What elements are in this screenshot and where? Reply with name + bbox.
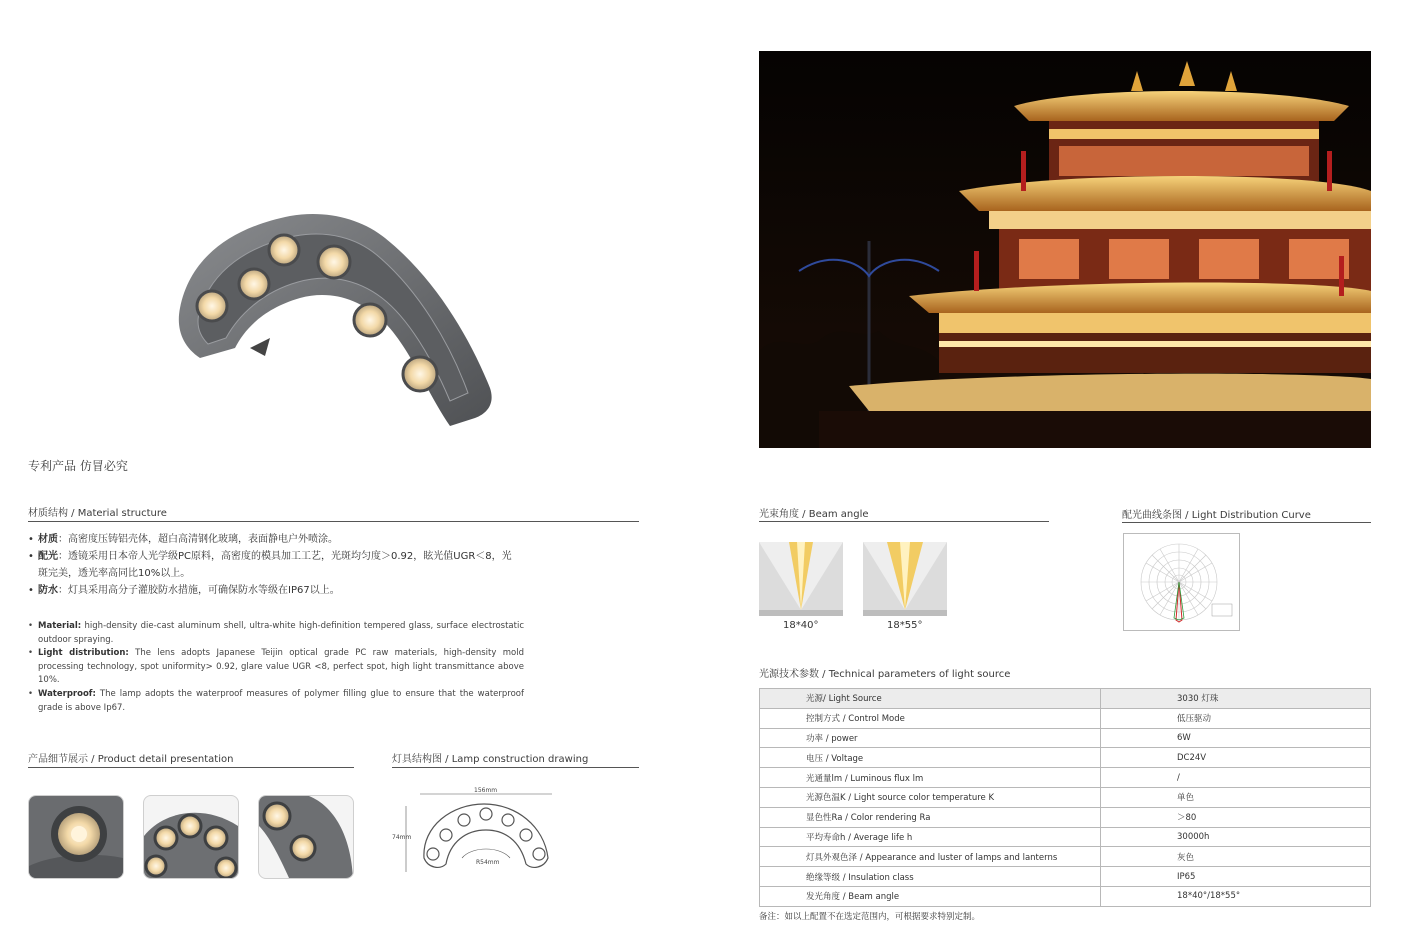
beam-diagram-1	[759, 542, 843, 616]
table-row: 绝缘等级 / Insulation class IP65	[760, 867, 1371, 887]
construction-drawing	[392, 786, 562, 876]
material-cn-list	[28, 531, 528, 599]
en-bullet-waterproof: • Waterproof: The lamp adopts the waterproof measures of polymer filling glue to ensure that the waterproof grade is above Ip67.	[28, 688, 524, 715]
spec-table	[759, 688, 1371, 907]
table-row: 光源/ Light Source 3030 灯珠	[760, 689, 1371, 709]
cn-bullet-material: • 材质：高密度压铸铝壳体，超白高清钢化玻璃，表面静电户外喷涂。	[28, 531, 528, 548]
table-row: 显色性Ra / Color rendering Ra ＞80	[760, 807, 1371, 827]
drawing-width-label: 156mm	[474, 787, 498, 794]
material-heading: 材质结构 / Material structure	[28, 508, 167, 519]
detail-thumb-1	[28, 795, 124, 879]
curve-heading: 配光曲线条图 / Light Distribution Curve	[1122, 510, 1311, 521]
en-bullet-light: • Light distribution: The lens adopts Japanese Teijin optical grade PC raw materials, high-density mold processing technology, spot uniformity> 0.92, glare value UGR <8, perfect spot, high light transmittance above 10%.	[28, 647, 524, 688]
table-row: 灯具外观色泽 / Appearance and luster of lamps and lanterns 灰色	[760, 847, 1371, 867]
detail-thumb-2	[143, 795, 239, 879]
en-bullet-material: • Material: high-density die-cast aluminum shell, ultra-white high-definition tempered glass, surface electrostatic outdoor spraying.	[28, 620, 524, 647]
beam-diagram-2	[863, 542, 947, 616]
polar-curve-chart	[1123, 533, 1240, 631]
material-rule	[28, 521, 639, 522]
curve-rule	[1122, 522, 1371, 523]
detail-thumb-3	[258, 795, 354, 879]
table-row: 平均寿命h / Average life h 30000h	[760, 827, 1371, 847]
detail-rule	[28, 767, 354, 768]
detail-heading: 产品细节展示 / Product detail presentation	[28, 754, 234, 765]
table-row: 控制方式 / Control Mode 低压驱动	[760, 708, 1371, 728]
construction-heading: 灯具结构图 / Lamp construction drawing	[392, 754, 589, 765]
cn-bullet-light: • 配光：透镜采用日本帝人光学级PC原料，高密度的模具加工工艺，光斑均匀度＞0.92，眩光值UGR＜8，光斑完美，透光率高同比10%以上。	[28, 548, 528, 582]
table-row: 发光角度 / Beam angle 18*40°/18*55°	[760, 886, 1371, 906]
table-row: 电压 / Voltage DC24V	[760, 748, 1371, 768]
drawing-radius-label: R54mm	[476, 859, 500, 866]
night-temple-photo	[759, 51, 1371, 448]
patent-notice: 专利产品 仿冒必究	[28, 459, 128, 473]
drawing-height-label: 74mm	[392, 834, 412, 841]
footnote: 备注：如以上配置不在选定范围内，可根据要求特别定制。	[759, 912, 981, 922]
product-image	[160, 198, 500, 438]
material-en-list	[28, 620, 524, 715]
construction-rule	[392, 767, 639, 768]
cn-bullet-waterproof: • 防水：灯具采用高分子灌胶防水措施，可确保防水等级在IP67以上。	[28, 582, 528, 599]
table-row: 光通量lm / Luminous flux lm /	[760, 768, 1371, 788]
beam-heading: 光束角度 / Beam angle	[759, 509, 869, 520]
beam-rule	[759, 521, 1049, 522]
beam-label-2: 18*55°	[887, 620, 923, 631]
table-row: 功率 / power 6W	[760, 728, 1371, 748]
tech-heading: 光源技术参数 / Technical parameters of light source	[759, 669, 1011, 680]
table-row: 光源色温K / Light source color temperature K 单色	[760, 787, 1371, 807]
beam-label-1: 18*40°	[783, 620, 819, 631]
